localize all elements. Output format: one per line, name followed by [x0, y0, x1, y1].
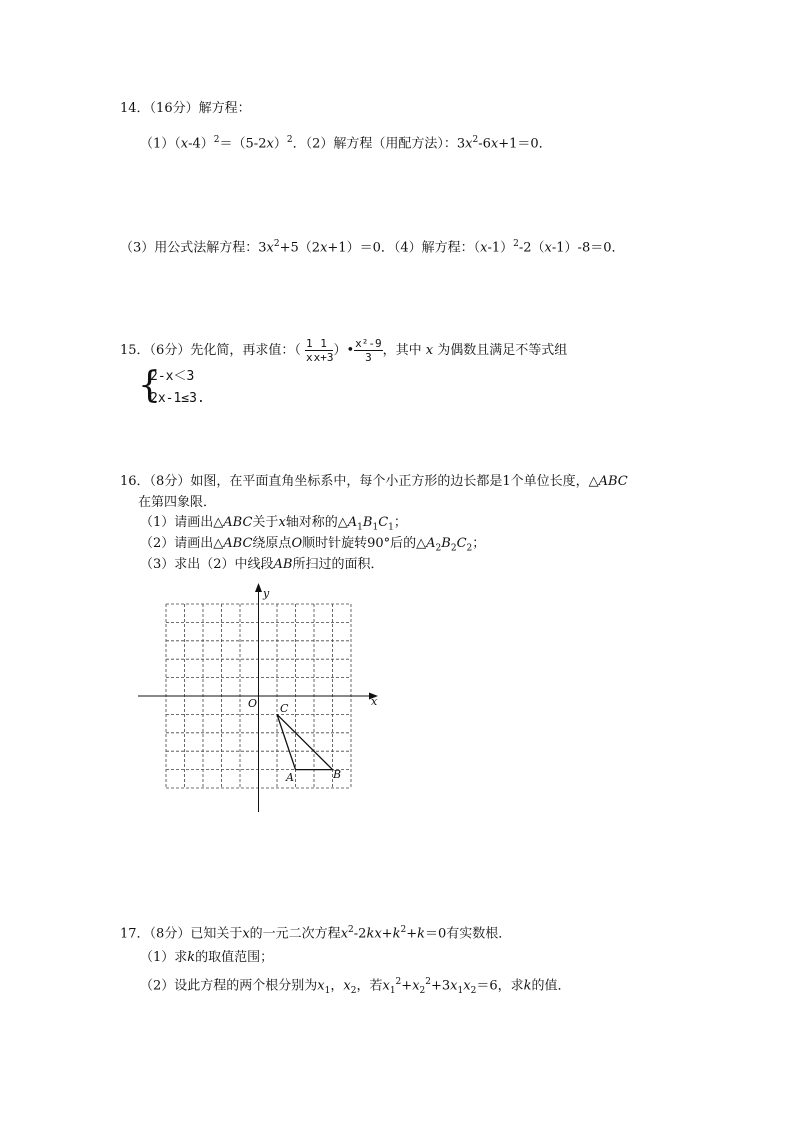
point-c-label: C	[280, 702, 289, 715]
fraction-1-over-x-plus-3: $\frac{1}{x+3}$	[313, 337, 334, 364]
y-axis-label: y	[263, 587, 270, 600]
fraction-x2-minus-9-over-3: $\frac{\text{x²-9}}{3}$	[355, 337, 382, 364]
brace-icon: {	[138, 365, 161, 406]
q15-expression: 15．（6分）先化简，再求值：（ $\frac{1}{x}$ $\frac{1}{x+3}$ ）• $\frac{\text{x²-9}}{3}$ ，其中 x 为偶数且满足不等式组	[120, 337, 568, 364]
inequality-1: 2-x＜3	[150, 369, 195, 384]
fraction-1-over-x: $\frac{1}{x}$	[305, 337, 313, 364]
q16-sub-1: （1）请画出△ABC关于x轴对称的$\triangle A_1B_1C_1$；	[140, 515, 407, 533]
x-axis-label: x	[371, 695, 378, 708]
point-b-label: B	[333, 768, 342, 781]
q17-heading: 17．（8分）已知关于x的一元二次方程$x^2-2kx+k^2+k=0$有实数根．	[120, 925, 512, 942]
q16-heading: 16．（8分）如图，在平面直角坐标系中，每个小正方形的边长都是1个单位长度，△ABC	[120, 474, 628, 489]
q16-sub-3: （3）求出（2）中线段AB所扫过的面积．	[140, 557, 384, 572]
origin-label: O	[248, 697, 258, 710]
q16-line-2: 在第四象限．	[138, 495, 217, 510]
triangle-abc	[277, 714, 333, 769]
q14-equations-1-2: $(1)(x-4)^2=(5-2x)^2$．（2）解方程（用配方法）：$3x^2-6x+1=0$．	[140, 135, 552, 152]
q16-sub-2: （2）请画出△ABC绕原点O顺时针旋转90°后的$\triangle A_2B_2C_2$；	[140, 536, 486, 554]
inequality-2: 2x-1≤3.	[150, 391, 205, 406]
q14-heading: 14．（16分）解方程：	[120, 101, 251, 116]
q17-sub-2: （2）设此方程的两个根分别为$x_1$，$x_2$，若$x_1^2+x_2^2+3x_1x_2=6$，求k的值．	[140, 977, 571, 996]
axes	[138, 583, 378, 812]
q17-sub-1: （1）求k的取值范围；	[140, 950, 274, 965]
point-a-label: A	[286, 771, 294, 784]
q14-equations-3-4: （3）用公式法解方程：$3x^2+5(2x+1)=0$．（4）解方程：$(x-1)^2-2(x-1)-8=0$．	[120, 239, 625, 256]
